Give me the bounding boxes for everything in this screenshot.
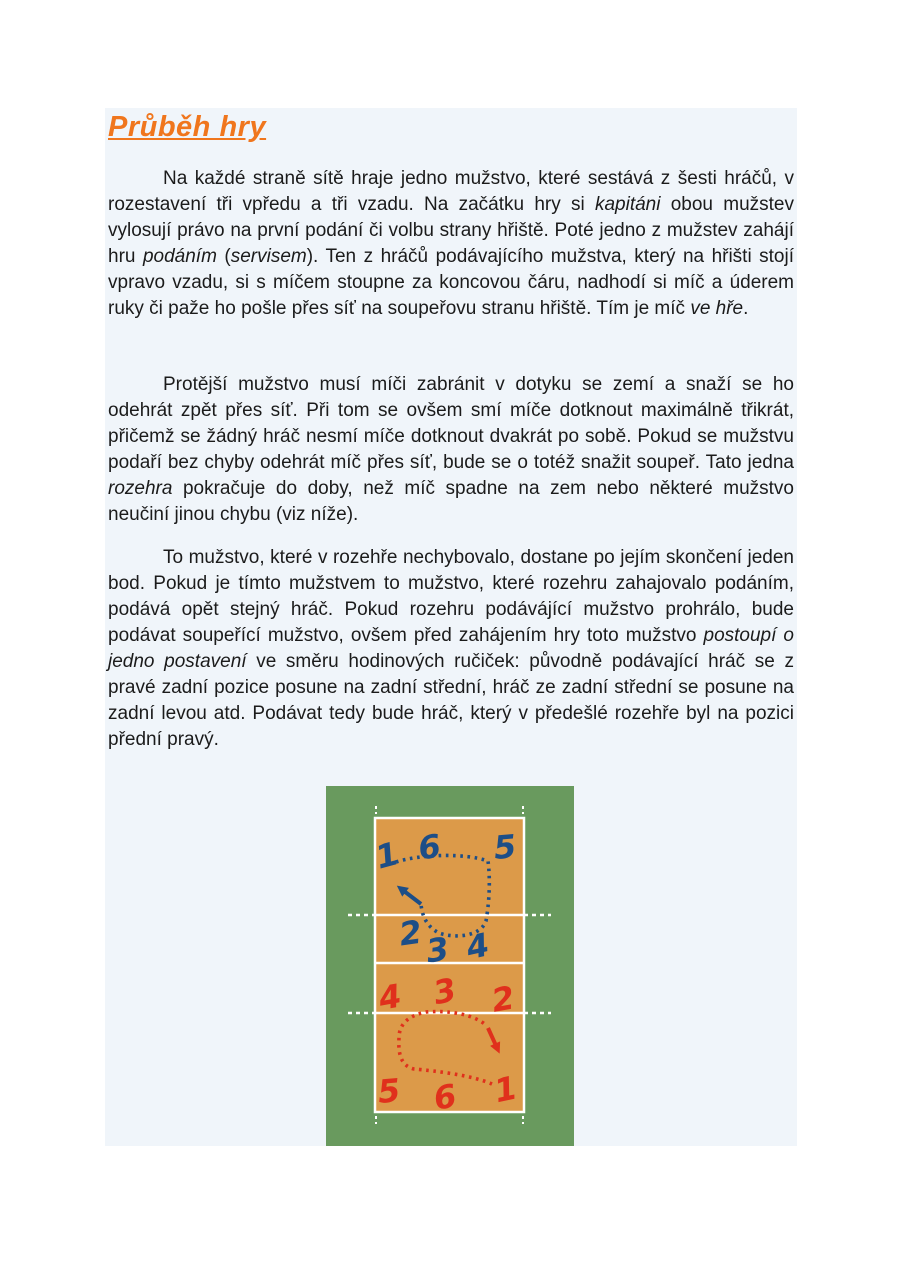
paragraph-2 bbox=[108, 372, 794, 528]
content-panel bbox=[105, 108, 797, 1146]
text-run: ve směru hodinových ručiček: původně podávající hráč se z pravé zadní pozice posune na zadní střední, hráč ze zadní střední se posune na zadní levou atd. Podávat tedy bude hráč, který v předešlé rozehře byl na pozici přední pravý. bbox=[108, 651, 794, 750]
text-run: obou mužstev vylosují právo na první podání či volbu strany hřiště. Poté jedno z mužstev zahájí hru bbox=[108, 194, 794, 267]
text-run: ). Ten z hráčů podávajícího mužstva, který na hřišti stojí vpravo vzadu, si s míčem stoupne za koncovou čáru, nadhodí si míč a úderem ruky či paže ho pošle přes síť na soupeřovu stranu hřiště. Tím je míč bbox=[108, 246, 795, 319]
text-run: pokračuje do doby, než míč spadne na zem nebo některé mužstvo neučiní jinou chybu (viz níže). bbox=[108, 478, 794, 525]
far-team-position-2: 2 bbox=[396, 912, 425, 954]
paragraph-1 bbox=[108, 166, 794, 322]
near-team-position-2: 2 bbox=[488, 978, 518, 1020]
near-team-position-6: 6 bbox=[430, 1076, 460, 1118]
near-team-position-1: 1 bbox=[490, 1068, 521, 1111]
volleyball-rotation-diagram bbox=[326, 786, 574, 1146]
text-run: . bbox=[743, 298, 749, 319]
text-run: ( bbox=[216, 246, 231, 267]
far-team-position-1: 1 bbox=[371, 834, 403, 877]
italic-term: podáním bbox=[142, 246, 217, 267]
near-team-position-4: 4 bbox=[375, 976, 405, 1018]
far-team-position-3: 3 bbox=[423, 929, 452, 971]
near-team-position-5: 5 bbox=[376, 1071, 402, 1111]
text-run: Protější mužstvo musí míči zabránit v dotyku se zemí a snaží se ho odehrát zpět přes síť. Při tom se ovšem smí míče dotknout maximálně třikrát, přičemž se žádný hráč nesmí míče dotknout dvakrát po sobě. Pokud se mužstvu podaří bez chyby odehrát míč přes síť, bude se o totéž snažit soupeř. Tato jedna bbox=[108, 374, 794, 473]
italic-term: kapitáni bbox=[594, 194, 661, 215]
text-run: Na každé straně sítě hraje jedno mužstvo, které sestává z šesti hráčů, v rozestavení tři vpředu a tři vzadu. Na začátku hry si bbox=[108, 168, 794, 215]
italic-term: ve hře bbox=[690, 298, 744, 319]
near-team-position-3: 3 bbox=[429, 970, 460, 1013]
paragraph-3 bbox=[108, 545, 794, 753]
page-title: Průběh hry bbox=[108, 111, 267, 143]
far-team-position-5: 5 bbox=[492, 827, 518, 867]
italic-term: servisem bbox=[230, 246, 307, 267]
diagram-container bbox=[326, 786, 574, 1146]
far-team-position-6: 6 bbox=[415, 826, 444, 868]
italic-term: rozehra bbox=[108, 478, 173, 499]
far-team-position-4: 4 bbox=[462, 925, 493, 968]
italic-term: postoupí o jedno postavení bbox=[108, 625, 794, 672]
text-run: To mužstvo, které v rozehře nechybovalo, dostane po jejím skončení jeden bod. Pokud je tímto mužstvem to mužstvo, které rozehru zahajovalo podáním, podává opět stejný hráč. Pokud rozehru podávájící mužstvo prohrálo, bude podávat soupeřící mužstvo, ovšem před zahájením hry toto mužstvo bbox=[108, 547, 794, 646]
